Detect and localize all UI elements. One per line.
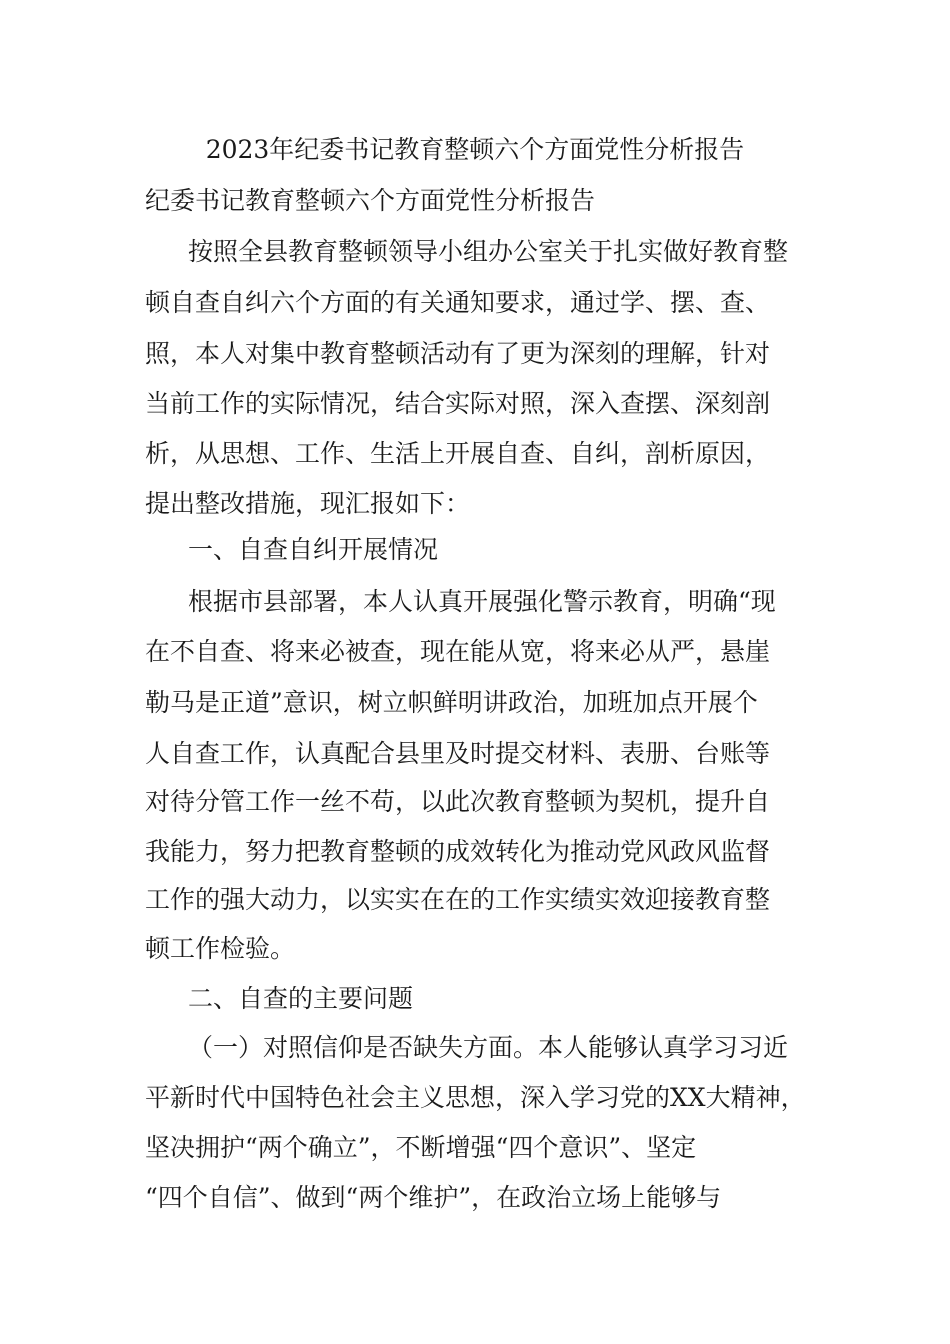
section-heading: 一、自查自纠开展情况 (188, 535, 439, 564)
paragraph-line: “四个自信”、做到“两个维护”，在政治立场上能够与 (145, 1183, 722, 1212)
section-heading: 二、自查的主要问题 (188, 984, 414, 1013)
paragraph-line: 当前工作的实际情况，结合实际对照，深入查摆、深刻剖 (145, 389, 771, 418)
paragraph-line: 照，本人对集中教育整顿活动有了更为深刻的理解，针对 (145, 339, 771, 368)
paragraph-line: 在不自查、将来必被查，现在能从宽，将来必从严，悬崖 (145, 637, 771, 666)
document-subtitle: 纪委书记教育整顿六个方面党性分析报告 (145, 186, 596, 215)
paragraph-line: （一）对照信仰是否缺失方面。本人能够认真学习习近 (188, 1033, 789, 1062)
paragraph-line: 按照全县教育整顿领导小组办公室关于扎实做好教育整 (188, 237, 789, 266)
paragraph-line: 提出整改措施，现汇报如下： (145, 489, 471, 518)
paragraph-line: 工作的强大动力，以实实在在的工作实绩实效迎接教育整 (145, 885, 771, 914)
paragraph-line: 人自查工作，认真配合县里及时提交材料、表册、台账等 (145, 739, 771, 768)
paragraph-line: 顿自查自纠六个方面的有关通知要求，通过学、摆、查、 (145, 288, 771, 317)
paragraph-line: 对待分管工作一丝不苟，以此次教育整顿为契机，提升自 (145, 787, 771, 816)
paragraph-line: 顿工作检验。 (145, 934, 296, 963)
paragraph-line: 根据市县部署，本人认真开展强化警示教育，明确“现 (188, 587, 776, 616)
paragraph-line: 勒马是正道”意识，树立帜鲜明讲政治，加班加点开展个 (145, 688, 758, 717)
paragraph-line: 我能力，努力把教育整顿的成效转化为推动党风政风监督 (145, 837, 771, 866)
paragraph-line: 坚决拥护“两个确立”，不断增强“四个意识”、坚定 (145, 1133, 697, 1162)
paragraph-line: 平新时代中国特色社会主义思想，深入学习党的XX大精神， (145, 1083, 806, 1112)
document-title: 2023年纪委书记教育整顿六个方面党性分析报告 (205, 135, 745, 164)
paragraph-line: 析，从思想、工作、生活上开展自查、自纠，剖析原因， (145, 439, 771, 468)
